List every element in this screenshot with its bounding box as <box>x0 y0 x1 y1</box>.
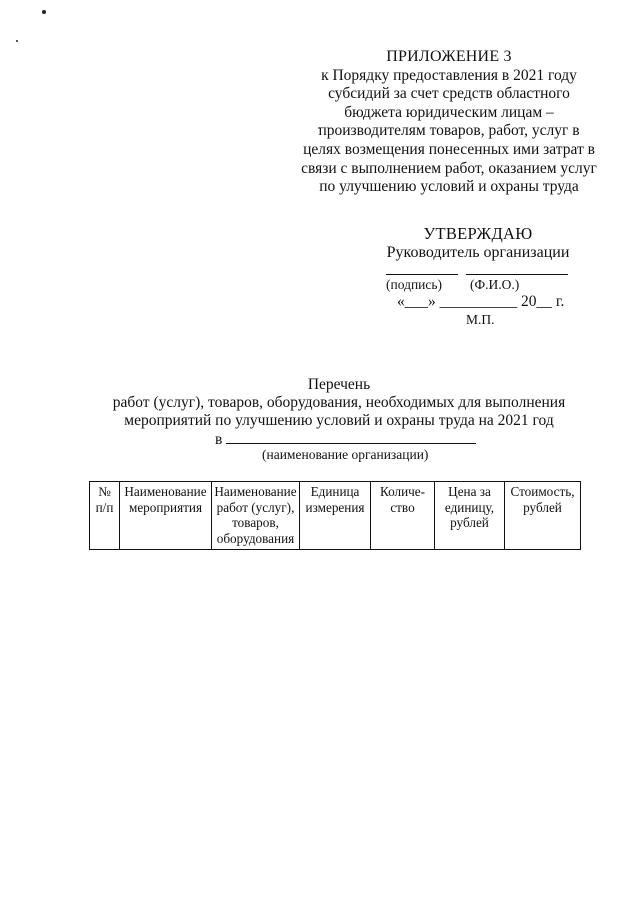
header-cell-unit-price: Цена за единицу, рублей <box>435 482 505 550</box>
appendix-line: бюджета юридическим лицам – <box>344 103 554 121</box>
header-cell-quantity: Количе-ство <box>371 482 435 550</box>
appendix-line: целях возмещения понесенных ими затрат в <box>303 140 595 158</box>
stamp-place: М.П. <box>466 312 495 327</box>
list-heading-block <box>90 376 588 430</box>
header-cell-activity: Наименование мероприятия <box>120 482 212 550</box>
header-cell-number: № п/п <box>90 482 120 550</box>
header-cell-unit: Единица измерения <box>300 482 371 550</box>
organization-prefix: в <box>215 431 223 448</box>
approval-block <box>378 224 578 262</box>
organization-line <box>215 429 476 449</box>
approval-heading: УТВЕРЖДАЮ <box>423 224 533 243</box>
appendix-header <box>290 48 608 197</box>
appendix-line: к Порядку предоставления в 2021 году <box>321 66 577 84</box>
appendix-line: по улучшению условий и охраны труда <box>319 178 579 196</box>
appendix-line: связи с выполнением работ, оказанием услуг <box>301 159 597 177</box>
approval-date-line[interactable]: «___» __________ 20__ г. <box>397 293 565 310</box>
list-title: Перечень <box>307 376 371 393</box>
table-header-row <box>90 482 581 550</box>
approval-role: Руководитель организации <box>386 244 570 261</box>
appendix-title: ПРИЛОЖЕНИЕ 3 <box>386 48 512 65</box>
signature-lines <box>386 258 570 276</box>
organization-caption: (наименование организации) <box>262 447 429 462</box>
list-subtitle-line: работ (услуг), товаров, оборудования, необходимых для выполнения <box>112 394 566 411</box>
signature-caption: (подпись) <box>386 277 443 292</box>
list-subtitle-line: мероприятий по улучшению условий и охраны труда на 2021 год <box>124 412 554 429</box>
organization-field[interactable] <box>226 429 476 444</box>
name-caption: (Ф.И.О.) <box>470 277 520 292</box>
scan-speck <box>42 10 46 14</box>
scan-speck <box>16 40 18 42</box>
appendix-line: производителям товаров, работ, услуг в <box>318 122 580 140</box>
name-line[interactable] <box>466 274 568 275</box>
appendix-line: субсидий за счет средств областного <box>328 85 570 103</box>
header-cell-works: Наименование работ (услуг), товаров, оборудования <box>212 482 300 550</box>
signature-line[interactable] <box>386 274 458 275</box>
items-table <box>89 481 581 550</box>
header-cell-cost: Стоимость, рублей <box>505 482 581 550</box>
